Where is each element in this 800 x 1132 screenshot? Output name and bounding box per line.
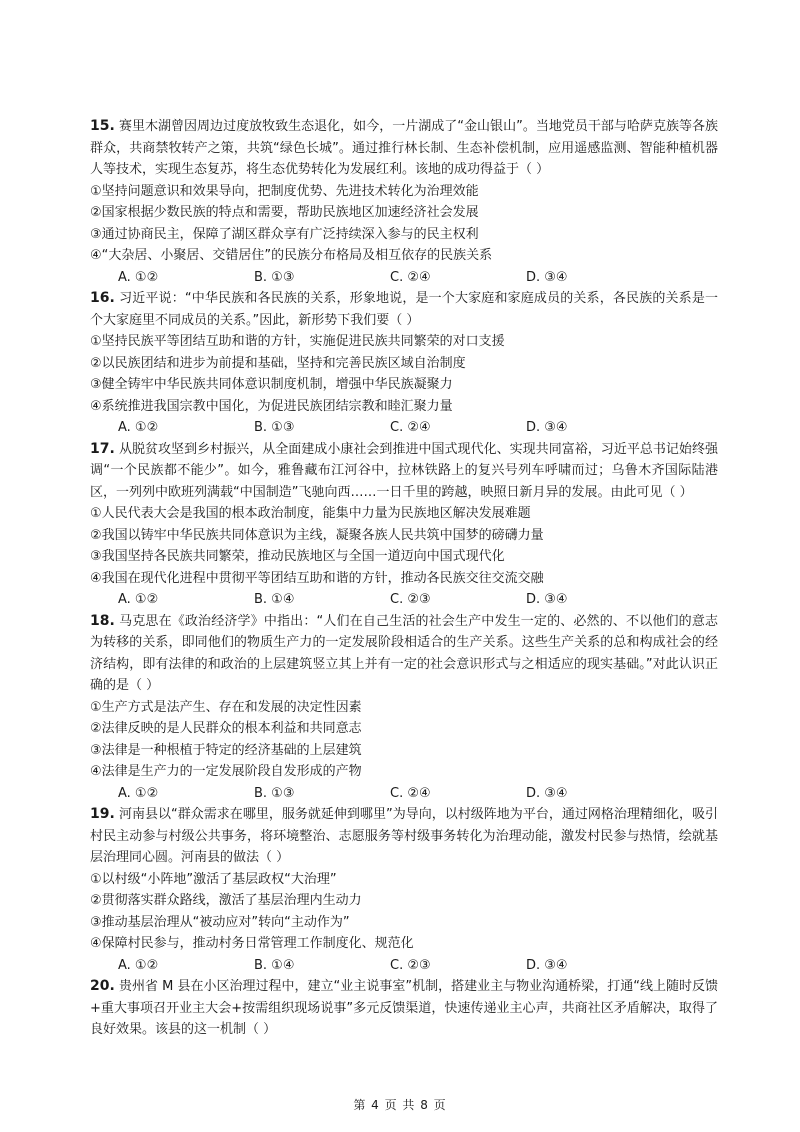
answer-choice-d[interactable]: D. ③④ — [526, 592, 568, 607]
question-text: 马克思在《政治经济学》中指出：“人们在自己生活的社会生产中发生一定的、必然的、不以他们的意志为转移的关系，即同他们的物质生产力的一定发展阶段相适合的生产关系。这些生产关系的总和构成社会的经济结构，即有法律的和政治的上层建筑竖立其上并有一定的社会意识形式与之相适应的现实基础。”对此认识正确的是（ ） — [90, 613, 718, 693]
answer-choice-c[interactable]: C. ②④ — [390, 269, 431, 285]
answer-choice-b[interactable]: B. ①③ — [254, 269, 295, 285]
statement-item: ②法律反映的是人民群众的根本利益和共同意志 — [90, 721, 362, 736]
question-number: 17. — [90, 440, 115, 457]
question-number: 15. — [90, 118, 115, 134]
answer-choices — [90, 589, 718, 611]
statement-item: ③法律是一种根植于特定的经济基础的上层建筑 — [90, 742, 362, 758]
statement-item: ③推动基层治理从“被动应对”转向“主动作为” — [90, 914, 350, 930]
statement-item: ②以民族团结和进步为前提和基础，坚持和完善民族区域自治制度 — [90, 355, 466, 371]
question-stem — [90, 611, 718, 697]
answer-choice-c[interactable]: C. ②④ — [390, 420, 431, 435]
statement-item: ③通过协商民主，保障了湖区群众享有广泛持续深入参与的民主权利 — [90, 226, 479, 242]
question-20 — [90, 976, 718, 1041]
question-number: 19. — [90, 806, 115, 822]
answer-choices — [90, 783, 718, 805]
question-number: 18. — [90, 612, 115, 629]
answer-choices — [90, 955, 718, 977]
question-text: 从脱贫攻坚到乡村振兴，从全面建成小康社会到推进中国式现代化、实现共同富裕，习近平总书记始终强调“一个民族都不能少”。如今，雅鲁藏布江河谷中，拉林铁路上的复兴号列车呼啸而过；乌鲁木齐国际陆港区，一列列中欧班列满载“中国制造”飞驰向西……一日千里的跨越，映照日新月异的发展。由此可见（ ） — [90, 441, 718, 500]
answer-choice-d[interactable]: D. ③④ — [526, 957, 568, 973]
answer-choice-c[interactable]: C. ②④ — [390, 785, 431, 801]
statement-item: ④我国在现代化进程中贯彻平等团结互助和谐的方针，推动各民族交往交流交融 — [90, 570, 544, 586]
statement-item: ①人民代表大会是我国的根本政治制度，能集中力量为民族地区解决发展难题 — [90, 506, 531, 521]
question-number: 16. — [90, 290, 115, 306]
statement-item: ④系统推进我国宗教中国化，为促进民族团结宗教和睦汇聚力量 — [90, 398, 453, 414]
question-text: 习近平说：“中华民族和各民族的关系，形象地说，是一个大家庭和家庭成员的关系，各民族的关系是一个大家庭里不同成员的关系。”因此，新形势下我们要（ ） — [90, 291, 718, 328]
answer-choice-d[interactable]: D. ③④ — [526, 420, 568, 435]
statement-item: ②国家根据少数民族的特点和需要，帮助民族地区加速经济社会发展 — [90, 205, 479, 220]
answer-choices — [90, 267, 718, 289]
question-text: 河南县以“群众需求在哪里，服务就延伸到哪里”为导向，以村级阵地为平台，通过网格治理精细化，吸引村民主动参与村级公共事务，将环境整治、志愿服务等村级事务转化为治理动能，激发村民参与热情，绘就基层治理同心圆。河南县的做法（ ） — [90, 807, 718, 865]
statement-item: ③我国坚持各民族共同繁荣，推动民族地区与全国一道迈向中国式现代化 — [90, 549, 505, 564]
question-16 — [90, 288, 718, 439]
answer-choice-b[interactable]: B. ①③ — [254, 420, 295, 435]
question-text: 赛里木湖曾因周边过度放牧致生态退化，如今，一片湖成了“金山银山”。当地党员干部与哈萨克族等各族群众，共商禁牧转产之策，共筑“绿色长城”。通过推行林长制、生态补偿机制，应用遥感监测、智能种植机器人等技术，实现生态复苏，将生态优势转化为发展红利。该地的成功得益于（ ） — [90, 119, 718, 177]
question-19 — [90, 804, 718, 976]
question-stem — [90, 439, 718, 504]
statement-item: ④“大杂居、小聚居、交错居住”的民族分布格局及相互依存的民族关系 — [90, 248, 493, 263]
question-number: 20. — [90, 978, 115, 994]
statement-item: ②贯彻落实群众路线，激活了基层治理内生动力 — [90, 893, 362, 908]
answer-choice-d[interactable]: D. ③④ — [526, 785, 568, 801]
answer-choice-d[interactable]: D. ③④ — [526, 269, 568, 285]
question-text: 贵州省 M 县在小区治理过程中，建立“业主说事室”机制，搭建业主与物业沟通桥梁，打通“线上随时反馈+重大事项召开业主大会+按需组织现场说事”多元反馈渠道，快速传递业主心声，共商社区矛盾解决，取得了良好效果。该县的这一机制（ ） — [90, 979, 718, 1037]
answer-choice-a[interactable]: A. ①② — [118, 785, 159, 801]
question-stem — [90, 116, 718, 181]
statement-item: ③健全铸牢中华民族共同体意识制度机制，增强中华民族凝聚力 — [90, 377, 453, 392]
answer-choices — [90, 417, 718, 439]
answer-choice-a[interactable]: A. ①② — [118, 269, 159, 285]
question-stem — [90, 976, 718, 1041]
answer-choice-c[interactable]: C. ②③ — [390, 592, 431, 607]
statement-item: ④法律是生产力的一定发展阶段自发形成的产物 — [90, 764, 362, 779]
answer-choice-a[interactable]: A. ①② — [118, 957, 159, 973]
answer-choice-a[interactable]: A. ①② — [118, 592, 159, 607]
statement-item: ①以村级“小阵地”激活了基层政权“大治理” — [90, 871, 337, 887]
page-footer: 第 4 页 共 8 页 — [353, 1098, 447, 1112]
statement-item: ①生产方式是法产生、存在和发展的决定性因素 — [90, 699, 362, 715]
question-stem — [90, 288, 718, 331]
answer-choice-b[interactable]: B. ①④ — [254, 592, 295, 607]
answer-choice-b[interactable]: B. ①④ — [254, 957, 295, 973]
statement-item: ①坚持民族平等团结互助和谐的方针，实施促进民族共同繁荣的对口支援 — [90, 334, 505, 349]
question-stem — [90, 804, 718, 869]
statement-item: ②我国以铸牢中华民族共同体意识为主线，凝聚各族人民共筑中国梦的磅礴力量 — [90, 527, 544, 543]
answer-choice-a[interactable]: A. ①② — [118, 420, 159, 435]
question-list — [90, 116, 718, 1041]
statement-item: ④保障村民参与，推动村务日常管理工作制度化、规范化 — [90, 936, 414, 951]
question-15 — [90, 116, 718, 288]
question-17 — [90, 439, 718, 611]
answer-choice-c[interactable]: C. ②③ — [390, 957, 431, 973]
question-18 — [90, 611, 718, 805]
answer-choice-b[interactable]: B. ①③ — [254, 785, 295, 801]
statement-item: ①坚持问题意识和效果导向，把制度优势、先进技术转化为治理效能 — [90, 183, 479, 199]
